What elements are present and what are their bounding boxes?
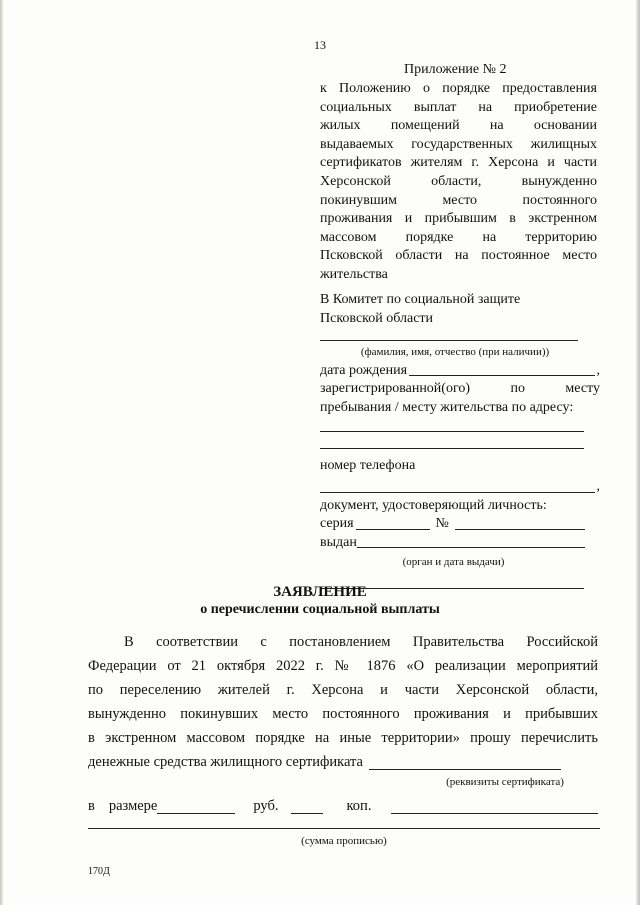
appendix-line: социальных выплат на приобретение xyxy=(320,99,597,115)
body-line: Федерации от 21 октября 2022 г. № 1876 «О реализации мероприятий xyxy=(88,658,598,674)
scan-edge-right xyxy=(636,0,640,905)
phone-field[interactable] xyxy=(320,492,595,493)
phone-label: номер телефона xyxy=(320,458,416,474)
birth-date-field[interactable] xyxy=(409,375,594,376)
appendix-line: проживания и прибывшим в экстренном xyxy=(320,211,597,227)
certificate-field[interactable] xyxy=(369,769,561,770)
phone-row xyxy=(320,478,600,497)
appendix-line: выдаваемых государственных жилищных xyxy=(320,136,597,152)
addressee-line: В Комитет по социальной защите xyxy=(320,292,521,307)
kopecks-field[interactable] xyxy=(291,813,323,814)
id-doc-label: документ, удостоверяющий личность: xyxy=(320,497,547,513)
scan-edge-left xyxy=(0,0,3,905)
body-line: вынужденно покинувших место постоянного проживания и прибывших xyxy=(88,706,598,722)
series-field[interactable] xyxy=(356,529,430,530)
certificate-caption: (реквизиты сертификата) xyxy=(446,776,564,788)
fio-field[interactable] xyxy=(320,340,578,341)
address-label: пребывания / месту жительства по адресу: xyxy=(320,399,574,415)
certificate-row xyxy=(88,750,598,774)
number-field[interactable] xyxy=(455,529,585,530)
appendix-line: жилых помещений на основании xyxy=(320,118,597,134)
amount-words-field-2[interactable] xyxy=(88,828,600,829)
applicant-form xyxy=(320,340,600,589)
issued-label: выдан xyxy=(320,534,357,550)
issued-row xyxy=(320,534,587,553)
appendix-line: массовом порядке на территорию xyxy=(320,229,597,245)
registered-line: зарегистрированной(ого) по месту xyxy=(320,381,600,397)
series-label: серия xyxy=(320,516,354,532)
body-line: по переселению жителей г. Херсона и части Херсонской области, xyxy=(88,682,598,698)
appendix-line: сертификатов жителям г. Херсона и части xyxy=(320,155,597,171)
kop-label: коп. xyxy=(346,798,372,814)
document-subtitle: о перечислении социальной выплаты xyxy=(200,602,440,617)
birth-label: дата рождения xyxy=(320,362,408,378)
issued-caption: (орган и дата выдачи) xyxy=(402,556,505,569)
addressee-line: Псковской области xyxy=(320,310,434,326)
appendix-line: Херсонской области, вынужденно xyxy=(320,173,597,189)
address-field-1[interactable] xyxy=(320,431,584,432)
number-label: № xyxy=(435,516,449,532)
body-line: В соответствии с постановлением Правительства Российской xyxy=(124,634,598,650)
form-code: 170Д xyxy=(88,866,110,877)
fio-caption: (фамилия, имя, отчество (при наличии)) xyxy=(360,346,550,358)
appendix-line: к Положению о порядке предоставления xyxy=(320,81,597,96)
sum-caption: (сумма прописью) xyxy=(301,835,387,847)
appendix-line: жительства xyxy=(320,266,388,282)
amount-label: размере xyxy=(108,798,158,814)
statement-body xyxy=(88,630,598,774)
appendix-title: Приложение № 2 xyxy=(404,62,507,77)
birth-comma: , xyxy=(596,362,600,378)
body-line: денежные средства жилищного сертификата xyxy=(88,754,363,770)
phone-comma: , xyxy=(596,478,600,494)
addressee xyxy=(320,291,597,328)
amount-row xyxy=(88,794,600,818)
rubles-field[interactable] xyxy=(157,813,235,814)
amount-words-field[interactable] xyxy=(391,813,598,814)
amount-in: в xyxy=(88,798,95,814)
appendix-line: Псковской области на постоянное место xyxy=(320,248,597,264)
page-number: 13 xyxy=(314,38,326,52)
appendix-text xyxy=(320,80,597,285)
appendix-line: покинувшим место постоянного xyxy=(320,192,597,208)
address-field-2[interactable] xyxy=(320,448,584,449)
series-row xyxy=(320,515,587,534)
document-title: ЗАЯВЛЕНИЕ xyxy=(273,584,367,600)
issued-field[interactable] xyxy=(357,547,585,548)
body-line: в экстренном массовом порядке на иные территории» прошу перечислить xyxy=(88,730,598,746)
birth-row xyxy=(320,362,600,381)
rub-label: руб. xyxy=(253,798,279,814)
